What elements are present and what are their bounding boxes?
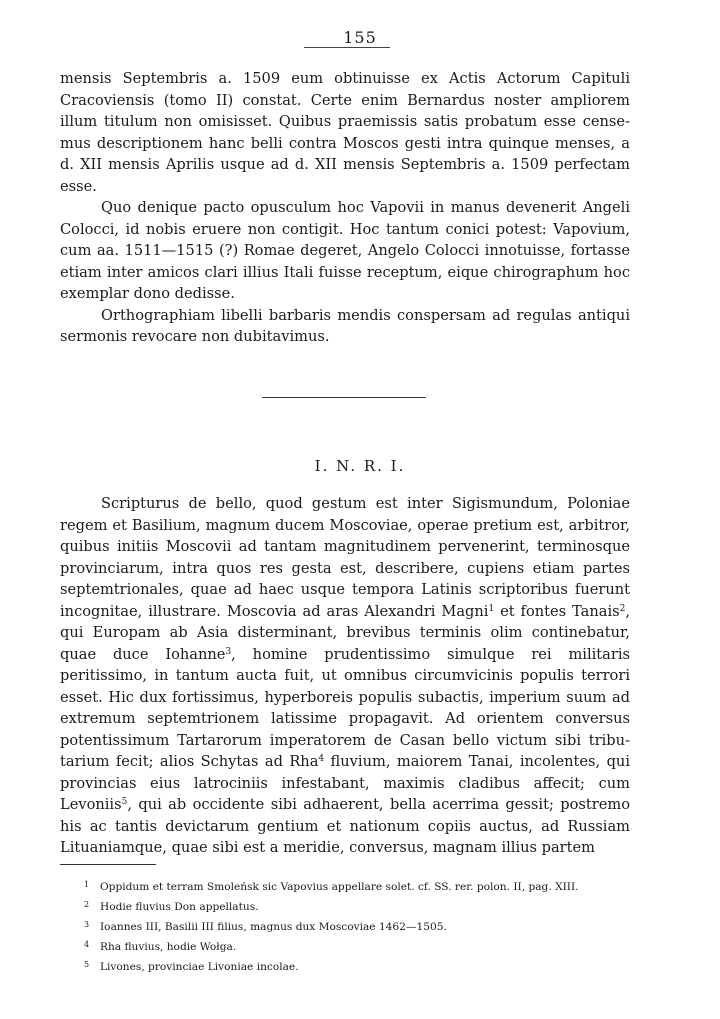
footnote-ref-5: 5 [121,797,128,807]
main-text-segment-2: et fontes Tanais [494,602,620,620]
footnote-mark-5: 5 [84,960,90,969]
footnote-text-5: Livones, provinciae Livoniae incolae. [100,961,299,973]
footnote-mark-2: 2 [84,900,90,909]
main-paragraph [60,493,630,859]
footnote-text-3: Ioannes III, Basilii III filius, magnus dux Moscoviae 1462—1505. [100,921,447,933]
intro-paragraph-3: Orthographiam libelli barbaris mendis conspersam ad regulas antiqui sermonis revocare non dubitavimus. [60,306,630,345]
footnote-text-4: Rha fluvius, hodie Wołga. [100,941,237,953]
footnote-1 [60,876,630,896]
page-number-rule [304,47,390,48]
main-text-segment-5: fluvium, maiorem Tanai, incolentes, qui provincias eius latrociniis infestabant, maximis cladibus affecit; cum Levoniis [60,753,630,813]
footnote-mark-1: 1 [84,880,90,889]
footnote-ref-1: 1 [488,603,495,614]
footnote-ref-3: 3 [225,646,232,657]
footnote-2 [60,896,630,916]
footnote-3 [60,916,630,936]
page-number: 155 [343,28,377,47]
footnote-mark-3: 3 [84,920,90,929]
section-heading: I. N. R. I. [314,457,406,475]
main-text-segment-4: , homine prudentissimo simulque rei militaris peritissimo, in tantum aucta fuit, ut omnibus circumvicinis populis terrori esset. Hic dux fortissimus, hyperboreis populis subactis, imperium suum ad extremum septemtrionem latissime propagavit. Ad orientem conversus potentissimum Tartarorum imperatorem de Casan bello victum sibi tributarium fecit; alios Schytas ad Rha [60,645,630,770]
footnote-divider [60,864,156,865]
intro-paragraph-1: mensis Septembris a. 1509 eum obtinuisse ex Actis Actorum Capituli Cracoviensis (tomo II) constat. Certe enim Bernardus noster ampliorem illum titulum non omisisset. Quibus praemissis satis probatum esse censemus descriptionem hanc belli contra Moscos gesti intra quinque menses, a d. XII mensis Aprilis usque ad d. XII mensis Septembris a. 1509 perfectam esse. [60,70,630,195]
main-text-section [60,493,630,859]
main-text-segment-3: , qui Europam ab Asia disterminant, brevibus terminis olim continebatur, quae duce Iohanne [60,602,630,663]
footnote-ref-2: 2 [619,603,626,614]
footnote-text-1: Oppidum et terram Smoleńsk sic Vapovius appellare solet. cf. SS. rer. polon. II, pag. XIII. [100,881,579,893]
footnote-4 [60,936,630,956]
section-divider [262,397,426,398]
footnote-mark-4: 4 [84,940,90,949]
intro-paragraph-2: Quo denique pacto opusculum hoc Vapovii in manus devenerit Angeli Colocci, id nobis eruere non contigit. Hoc tantum conici potest: Vapovium, cum aa. 1511—1515 (?) Romae degeret, Angelo Colocci innotuisse, fortasse etiam inter amicos clari illius Itali fuisse receptum, eique chirographum hoc exemplar dono dedisse. [60,199,630,302]
introduction-section [60,68,630,348]
footnotes [60,876,630,976]
main-text-segment-6: , qui ab occidente sibi adhaerent, bella acerrima gessit; postremo his ac tantis devictarum gentium et nationum copiis auctus, ad Russiam Lituaniamque, quae sibi est a meridie, conversus, magnam illius partem [60,796,630,856]
main-text-segment-1: Scripturus de bello, quod gestum est inter Sigismundum, Poloniae regem et Basilium, magnum ducem Moscoviae, operae pretium est, arbitror, quibus initiis Moscovii ad tantam magnitudinem pervenerint, terminosque provinciarum, intra quos res gesta est, describere, cupiens etiam partes septemtrionales, quae ad haec usque tempora Latinis scriptoribus fuerunt incognitae, illustrare. Moscovia ad aras Alexandri Magni [60,495,630,620]
footnote-text-2: Hodie fluvius Don appellatus. [100,901,259,913]
footnote-5 [60,956,630,976]
footnote-ref-4: 4 [318,754,325,764]
